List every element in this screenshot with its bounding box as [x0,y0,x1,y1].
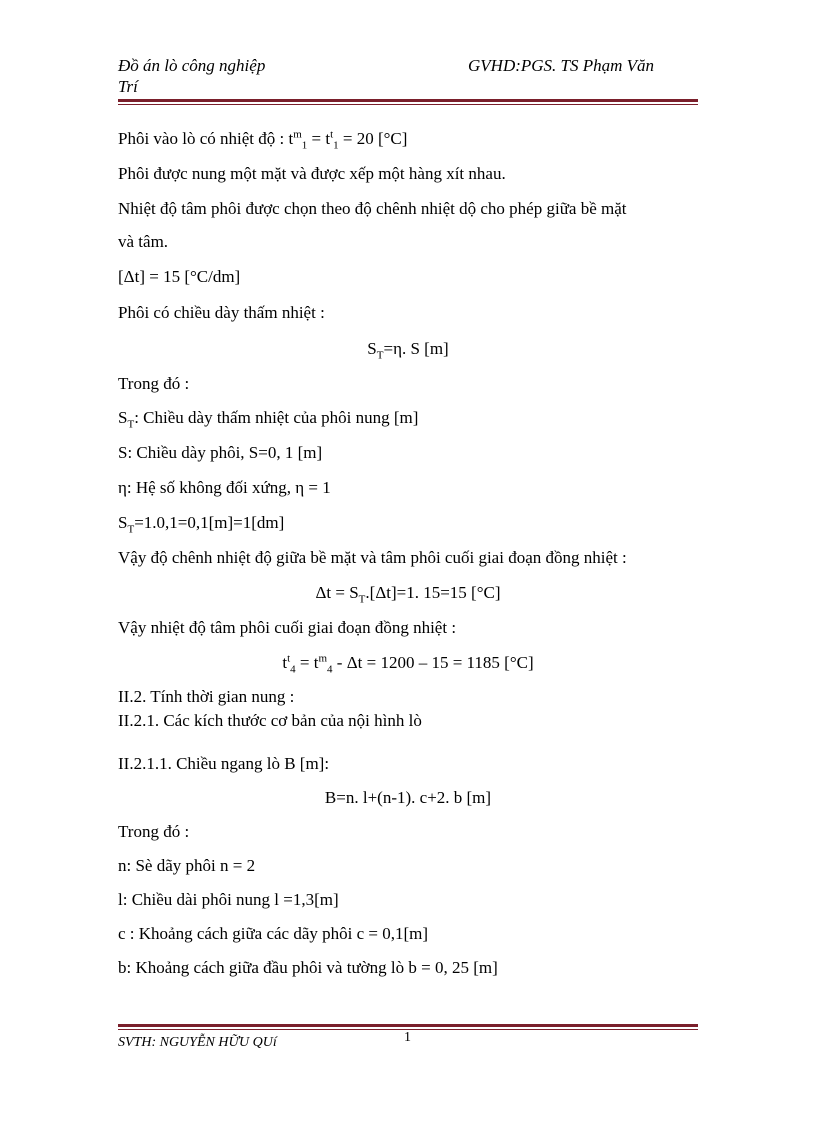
text-line: Trong đó : [118,374,190,393]
text-line: Phôi có chiều dày thấm nhiệt : [118,303,325,322]
text-line: c : Khoảng cách giữa các dãy phôi c = 0,1[m] [118,924,429,943]
text-line: Vậy nhiệt độ tâm phôi cuối giai đoạn đồng nhiệt : [118,618,457,637]
footer-author: SVTH: NGUYỄN HỮU QUí [118,1035,277,1050]
section-heading: II.2.1.1. Chiều ngang lò B [m]: [118,754,330,773]
text-line: và tâm. [118,232,169,251]
text-line: S: Chiều dày phôi, S=0, 1 [m] [118,443,323,462]
text-line: b: Khoảng cách giữa đầu phôi và tường lò b = 0, 25 [m] [118,958,498,977]
page-number: 1 [404,1030,411,1045]
footer-rule-thick [118,1024,698,1027]
text-line-calculation: $S_T=1.0,1=0,1[m]=1[dm]$ [118,513,285,536]
header-advisor-continued: Trí [118,77,138,96]
text-line: n: Sè dãy phôi n = 2 [118,856,256,875]
header-advisor: GVHD:PGS. TS Phạm Văn [468,56,655,75]
header-rule-thick [118,99,698,102]
formula-delta-t: $\Delta t = S_T.[\Delta t]=1$. 15=15 [°C] [315,583,501,606]
formula-penetration-thickness: $S_T=\eta$. S [m] [367,339,449,362]
text-line: [Δt] = 15 [°C/dm] [118,267,241,286]
header-course-title: Đồ án lò công nghiệp [118,56,266,75]
text-line: Trong đó : [118,822,190,841]
text-line-definition: $S_T$: Chiều dày thấm nhiệt của phôi nung [m] [118,408,419,431]
text-line: Nhiệt độ tâm phôi được chọn theo độ chênh nhiệt dộ cho phép giữa bề mặt [118,199,627,218]
section-heading: II.2.1. Các kích thước cơ bản của nội hình lò [118,711,422,730]
text-line-initial-temperature: Phôi vào lò có nhiệt độ : $t^m_1 = t^t_1 = 20$ [°C] [118,128,408,152]
formula-furnace-width: B=n. l+(n-1). c+2. b [m] [324,788,492,807]
text-line: Vậy độ chênh nhiệt độ giữa bề mặt và tâm phôi cuối giai đoạn đồng nhiệt : [118,548,627,567]
formula-center-temperature: $t^t_4 = t^m_4 - \Delta t = 1200 - 15 = 1185$ [°C] [282,652,534,676]
header-rule-thin [118,104,698,105]
text-line: l: Chiều dài phôi nung l =1,3[m] [118,890,339,909]
text-line: Phôi được nung một mặt và được xếp một hàng xít nhau. [118,164,506,183]
text-line: η: Hệ số không đối xứng, η = 1 [118,478,331,497]
section-heading: II.2. Tính thời gian nung : [118,687,295,706]
